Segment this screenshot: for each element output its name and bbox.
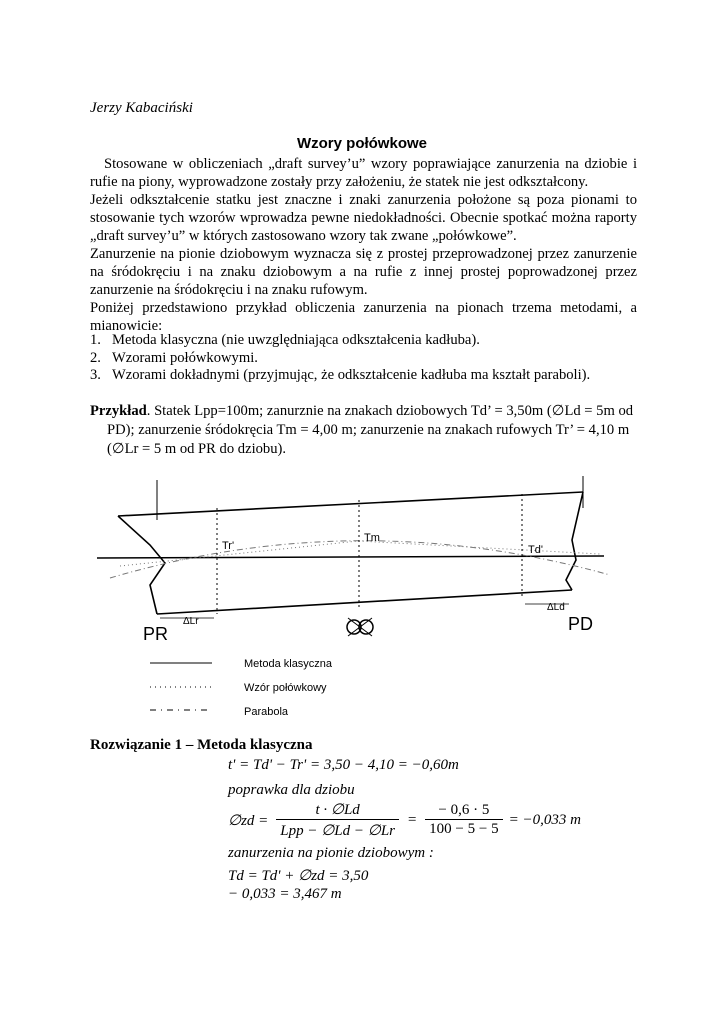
list-item xyxy=(90,332,650,350)
hull-deck-line xyxy=(118,492,583,516)
equation-bow-draft: Td = Td' + ∅zd = 3,50 xyxy=(228,868,369,884)
label-tm: Tm xyxy=(364,532,380,544)
paragraph: Zanurzenie na pionie dziobowym wyznacza się z prostej przeprowadzonej przez zanurzenie na śródokręciu i na znaku dziobowym a na rufie z innej prostej poprowadzonej przez zanurzenie na śródokręciu i na znaku rufowym. xyxy=(90,246,637,298)
solution-title: Rozwiązanie 1 – Metoda klasyczna xyxy=(90,737,313,753)
list-text: Wzorami dokładnymi (przyjmując, że odkształcenie kadłuba ma kształt paraboli). xyxy=(112,367,591,383)
author: Jerzy Kabaciński xyxy=(90,100,193,116)
classic-waterline xyxy=(97,556,604,558)
example-paragraph xyxy=(90,402,638,459)
fraction-numerator: − 0,6 · 5 xyxy=(438,802,490,818)
legend-label: Parabola xyxy=(244,706,289,718)
equation-rhs: = −0,033 m xyxy=(508,811,581,828)
equation-bow-draft-result: − 0,033 = 3,467 m xyxy=(228,886,342,902)
equation-correction xyxy=(228,800,581,840)
paragraph: Poniżej przedstawiono przykład obliczenia zanurzenia na pionach trzema metodami, a mianowicie: xyxy=(90,300,637,334)
list-item xyxy=(90,367,650,385)
fraction-numerator: t · ∅Ld xyxy=(315,802,360,818)
equals-sign: = xyxy=(407,811,418,828)
equation-trim: t' = Td' − Tr' = 3,50 − 4,10 = −0,60m xyxy=(228,757,459,773)
fraction-denominator: Lpp − ∅Ld − ∅Lr xyxy=(276,819,399,840)
fraction xyxy=(276,800,399,840)
methods-list xyxy=(90,332,650,385)
midship-symbol-icon xyxy=(347,618,373,636)
diagram-legend xyxy=(140,652,380,718)
page-title: Wzory połówkowe xyxy=(296,135,427,152)
ship-draft-diagram xyxy=(0,470,724,650)
label-pd: PD xyxy=(568,614,594,634)
stern-profile xyxy=(118,516,165,614)
list-item xyxy=(90,350,650,368)
list-number: 3. xyxy=(90,367,101,383)
legend-label: Wzór połówkowy xyxy=(244,682,327,694)
paragraph: Jeżeli odkształcenie statku jest znaczne i znaki zanurzenia położone są poza pionami to stosowanie tych wzorów wprowadza pewne niedokładności. Obecnie spotkać można raporty „draft survey’u” w których zastosowano wzory tak zwane „połówkowe”. xyxy=(90,192,637,244)
list-text: Wzorami połówkowymi. xyxy=(112,349,258,366)
keel-line xyxy=(157,590,572,614)
paragraph: Stosowane w obliczeniach „draft survey’u” wzory poprawiające zanurzenia na dziobie i rufie na piony, wyprowadzone zostały przy założeniu, że statek nie jest odkształcony. xyxy=(90,156,637,190)
label-delta-lr: ΔLr xyxy=(183,616,199,627)
label-td: Td' xyxy=(528,544,543,556)
fraction-denominator: 100 − 5 − 5 xyxy=(425,819,502,838)
list-text: Metoda klasyczna (nie uwzględniająca odkształcenia kadłuba). xyxy=(112,332,480,348)
example-label: Przykład xyxy=(90,403,147,419)
caption-bow-draft: zanurzenia na pionie dziobowym : xyxy=(228,845,434,861)
example-text: . Statek Lpp=100m; zanurznie na znakach dziobowych Td’ = 3,50m (∅Ld = 5m od PD); zanurzenie śródokręcia Tm = 4,00 m; zanurzenie na znakach rufowych Tr’ = 4,10 m (∅Lr = 5 m od PR do dziobu). xyxy=(107,403,634,457)
bow-profile xyxy=(566,492,583,590)
label-delta-ld: ΔLd xyxy=(547,602,565,613)
intro-text xyxy=(90,155,637,335)
list-number: 2. xyxy=(90,349,101,366)
label-tr: Tr' xyxy=(222,540,235,552)
label-pr: PR xyxy=(143,624,169,644)
list-number: 1. xyxy=(90,332,101,348)
equation-lhs: ∅zd = xyxy=(228,812,269,829)
legend-label: Metoda klasyczna xyxy=(244,658,333,670)
fraction xyxy=(425,802,502,838)
caption-correction: poprawka dla dziobu xyxy=(228,782,355,798)
